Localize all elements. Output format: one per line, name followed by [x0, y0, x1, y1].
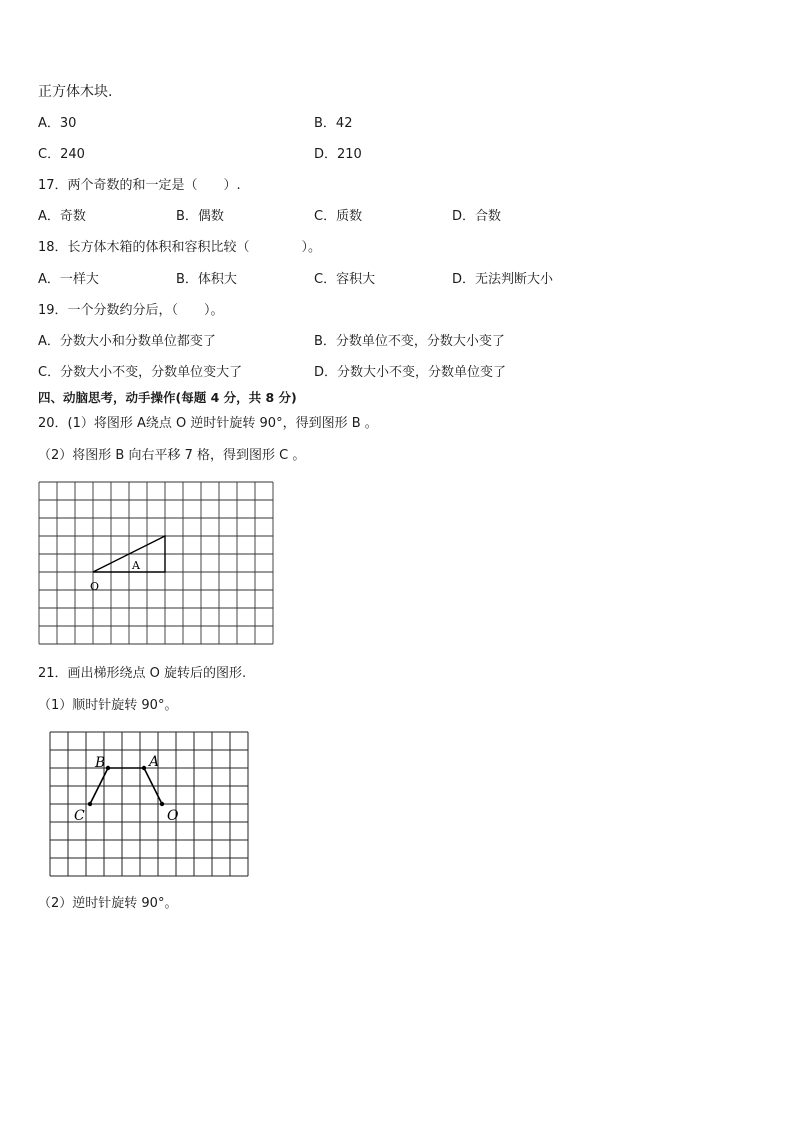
q19-option-c[interactable]: C．分数大小不变，分数单位变大了: [38, 365, 243, 380]
q20-grid-lines: [39, 482, 273, 644]
section-4-heading: 四、动脑思考，动手操作(每题 4 分，共 8 分): [38, 390, 297, 405]
q20-label-o: O: [90, 580, 100, 593]
q20-part1: 20．(1）将图形 A绕点 O 逆时针旋转 90°，得到图形 B 。: [38, 416, 378, 431]
q21-part1: （1）顺时针旋转 90°。: [38, 698, 178, 713]
q21-grid-figure-1[interactable]: [50, 732, 244, 878]
q18-option-a[interactable]: A．一样大: [38, 272, 99, 287]
q21-label-a: A: [149, 754, 160, 770]
q16-stem-fragment: 正方体木块.: [38, 84, 113, 100]
q20-part2: （2）将图形 B 向右平移 7 格，得到图形 C 。: [38, 448, 306, 463]
q19-option-a[interactable]: A．分数大小和分数单位都变了: [38, 334, 216, 349]
q16-option-b[interactable]: B．42: [314, 116, 353, 131]
q21-vertex-a: [142, 766, 146, 770]
q18-option-c[interactable]: C．容积大: [314, 272, 376, 287]
q21-stem: 21．画出梯形绕点 O 旋转后的图形.: [38, 666, 247, 681]
q21-vertex-o: [160, 802, 164, 806]
q17-option-d[interactable]: D．合数: [452, 209, 502, 224]
q18-stem: 18．长方体木箱的体积和容积比较（ ）。: [38, 240, 322, 255]
q16-option-a[interactable]: A．30: [38, 116, 77, 131]
q20-label-a: A: [132, 559, 140, 572]
q19-option-b[interactable]: B．分数单位不变，分数大小变了: [314, 334, 505, 349]
q18-option-d[interactable]: D．无法判断大小: [452, 272, 554, 287]
q20-grid-figure[interactable]: [39, 482, 275, 648]
q19-option-d[interactable]: D．分数大小不变，分数单位变了: [314, 365, 507, 380]
q21-label-b: B: [95, 755, 106, 771]
q16-option-c[interactable]: C．240: [38, 147, 85, 162]
q21-part2: （2）逆时针旋转 90°。: [38, 896, 178, 911]
q17-option-a[interactable]: A．奇数: [38, 209, 86, 224]
q17-stem: 17．两个奇数的和一定是（ ）.: [38, 178, 241, 193]
q21-vertex-c: [88, 802, 92, 806]
q18-option-b[interactable]: B．体积大: [176, 272, 237, 287]
q21-label-c: C: [74, 808, 85, 824]
q21-label-o: O: [167, 808, 179, 824]
q16-option-d[interactable]: D．210: [314, 147, 362, 162]
q19-stem: 19．一个分数约分后，（ ）。: [38, 303, 224, 318]
q17-option-c[interactable]: C．质数: [314, 209, 363, 224]
q21-vertex-b: [106, 766, 110, 770]
q17-option-b[interactable]: B．偶数: [176, 209, 224, 224]
